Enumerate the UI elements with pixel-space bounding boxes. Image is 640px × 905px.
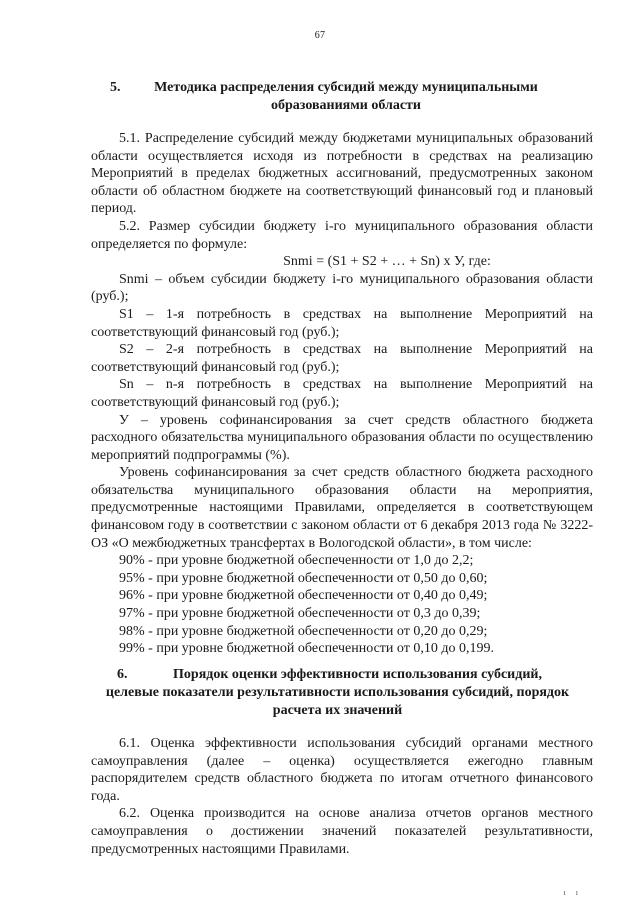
section-5-body	[91, 130, 593, 658]
section-6-heading	[85, 666, 590, 720]
cofinancing-level-95: 95% - при уровне бюджетной обеспеченности от 0,50 до 0,60;	[119, 570, 488, 586]
cofinancing-paragraph: Уровень софинансирования за счет средств областного бюджета расходного обязательства муниципального образования области на мероприятия, предусмотренные настоящими Правилами, определяется в соответствующем финансовом году в соответствии с законом области от 6 декабря 2013 года № 3222-ОЗ «О межбюджетных трансфертах в Вологодской области», в том числе:	[91, 465, 593, 551]
definition-s2: S2 – 2-я потребность в средствах на выполнение Мероприятий на соответствующий финансовый год (руб.);	[91, 342, 593, 375]
section-5-number: 5.	[110, 80, 121, 95]
cofinancing-level-98: 98% - при уровне бюджетной обеспеченности от 0,20 до 0,29;	[119, 623, 488, 639]
cofinancing-level-90: 90% - при уровне бюджетной обеспеченности от 1,0 до 2,2;	[119, 553, 474, 569]
page-number: 67	[314, 30, 326, 41]
section-6-number: 6.	[117, 667, 128, 682]
paragraph-5-1: 5.1. Распределение субсидий между бюджетами муниципальных образований области осуществляется исходя из потребности в средствах на реализацию Мероприятий в пределах бюджетных ассигнований, предусмотренных законом области об областном бюджете на соответствующий финансовый год и плановый период.	[91, 131, 593, 217]
section-6-title-line-1: Порядок оценки эффективности использования субсидий,	[173, 667, 542, 682]
section-6-title-line-3: расчета их значений	[272, 703, 403, 718]
section-5-title-line-2: образованиями области	[270, 98, 421, 113]
cofinancing-level-97: 97% - при уровне бюджетной обеспеченности от 0,3 до 0,39;	[119, 606, 481, 622]
paragraph-5-2: 5.2. Размер субсидии бюджету i-го муниципального образования области определяется по формуле:	[91, 218, 593, 252]
section-6-title-line-2: целевые показатели результативности использования субсидий, порядок	[105, 685, 570, 700]
section-5-heading	[110, 79, 550, 115]
cofinancing-level-96: 96% - при уровне бюджетной обеспеченности от 0,40 до 0,49;	[119, 588, 488, 604]
definition-sn: Sn – n-я потребность в средствах на выполнение Мероприятий на соответствующий финансовый год (руб.);	[91, 377, 593, 410]
section-5-title-line-1: Методика распределения субсидий между муниципальными	[154, 80, 538, 95]
section-6-body	[91, 735, 593, 858]
cofinancing-level-99: 99% - при уровне бюджетной обеспеченности от 0,10 до 0,199.	[119, 641, 494, 657]
definition-s1: S1 – 1-я потребность в средствах на выполнение Мероприятий на соответствующий финансовый год (руб.);	[91, 306, 593, 340]
scan-corner-mark: ı ı	[563, 888, 582, 897]
paragraph-6-2: 6.2. Оценка производится на основе анализа отчетов органов местного самоуправления о достижении значений показателей результативности, предусмотренных настоящими Правилами.	[91, 806, 593, 857]
definition-u: У – уровень софинансирования за счет средств областного бюджета расходного обязательства муниципального образования области по осуществлению мероприятий подпрограммы (%).	[91, 412, 593, 463]
definition-snmi: Snmi – объем субсидии бюджету i-го муниципального образования области (руб.);	[91, 271, 593, 305]
paragraph-6-1: 6.1. Оценка эффективности использования субсидий органами местного самоуправления (далее – оценка) осуществляется ежегодно главным распорядителем средств областного бюджета по итогам отчетного финансового года.	[91, 736, 593, 804]
formula: Snmi = (S1 + S2 + … + Sn) х У, где:	[283, 254, 491, 270]
